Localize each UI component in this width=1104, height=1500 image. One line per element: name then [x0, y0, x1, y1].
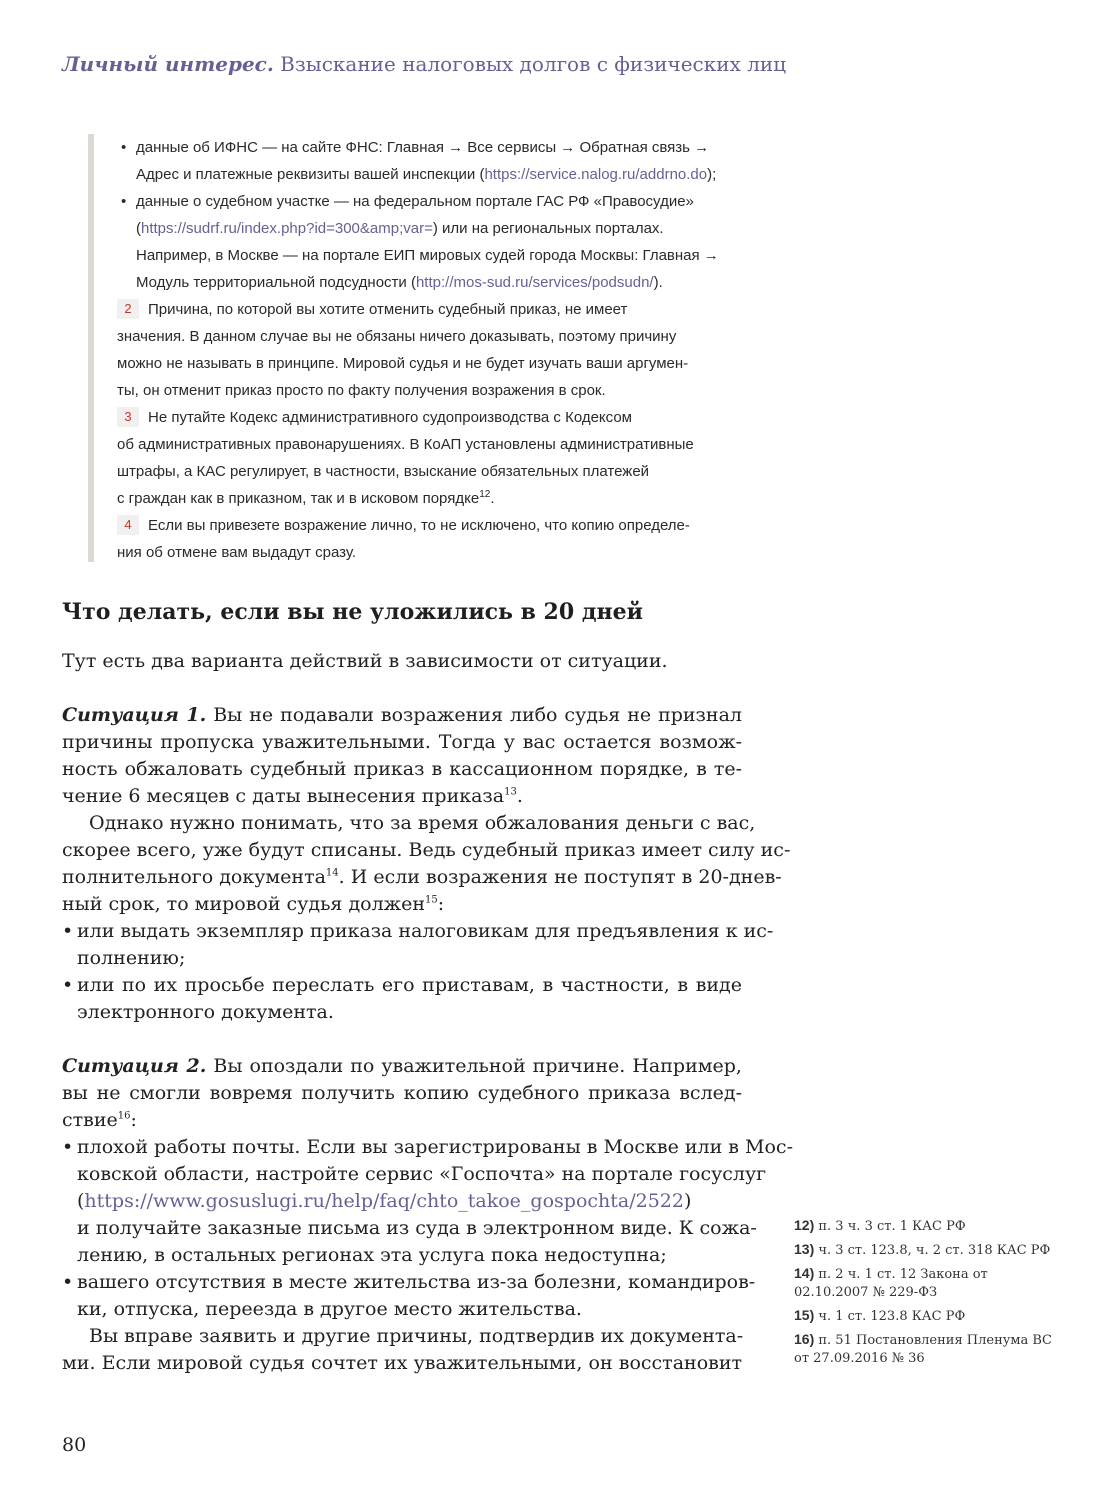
body-text: Вы не подавали возражения либо судья не признал — [206, 704, 742, 726]
body-text: или по их просьбе переслать его приставам, в частности, в виде — [77, 974, 742, 996]
link-nalog[interactable]: https://service.nalog.ru/addrno.do — [484, 166, 708, 183]
body-text: ) — [683, 1190, 692, 1212]
section-title: Что делать, если вы не уложились в 20 дней — [62, 599, 643, 625]
body-text: ствие — [62, 1109, 118, 1131]
note-bullet-ifns — [117, 134, 753, 161]
footnote-ref-13[interactable]: 13 — [504, 786, 517, 798]
intro-paragraph: Тут есть два варианта действий в зависимости от ситуации. — [62, 650, 668, 672]
note-line: Например, в Москве — на портале ЕИП мировых судей города Москвы: Главная → — [136, 247, 719, 264]
footnote-number: 15) — [794, 1307, 815, 1323]
note-line: можно не называть в принципе. Мировой судья и не будет изучать ваши аргумен- — [117, 355, 689, 372]
footnote-ref-16[interactable]: 16 — [117, 1110, 131, 1122]
bullet-dot-icon: • — [62, 974, 74, 996]
body-line: и получайте заказные письма из суда в электронном виде. К сожа- — [77, 1217, 757, 1239]
note-text: данные об ИФНС — на сайте ФНС: Главная → Все сервисы → Обратная связь → — [136, 139, 710, 156]
body-line — [62, 864, 782, 891]
link-gosuslugi[interactable]: https://www.gosuslugi.ru/help/faq/chto_takoe_gospochta/2522 — [84, 1190, 684, 1212]
body-text: чение 6 месяцев с даты вынесения приказа — [62, 785, 505, 807]
body-text: ( — [77, 1190, 85, 1212]
body-text: . И если возражения не поступят в 20-днев- — [338, 866, 782, 888]
body-line: электронного документа. — [77, 1001, 334, 1023]
body-text: : — [130, 1109, 137, 1131]
footnote-text: п. 3 ч. 3 ст. 1 КАС РФ — [818, 1219, 966, 1234]
link-mos-sud[interactable]: http://mos-sud.ru/services/podsudn/ — [415, 274, 654, 291]
note-text: Причина, по которой вы хотите отменить судебный приказ, не имеет — [148, 301, 628, 318]
note-text: . — [490, 490, 495, 507]
footnote-ref-15[interactable]: 15 — [425, 894, 438, 906]
body-line: лению, в остальных регионах эта услуга пока недоступна; — [77, 1244, 667, 1266]
footnote-15 — [794, 1306, 1054, 1326]
list-item — [62, 1269, 756, 1296]
body-text: . — [516, 785, 523, 807]
list-item — [62, 1134, 793, 1161]
note-line: ния об отмене вам выдадут сразу. — [117, 544, 357, 561]
notes-sidebar — [88, 134, 754, 562]
note-number-badge: 3 — [117, 407, 139, 427]
body-text: или выдать экземпляр приказа налоговикам для предъявления к ис- — [77, 920, 774, 942]
body-line: ность обжаловать судебный приказ в кассационном порядке, в те- — [62, 758, 742, 780]
note-line — [117, 269, 753, 296]
note-text: Если вы привезете возражение лично, то не исключено, что копию определе- — [148, 517, 690, 534]
footnote-text: п. 51 Постановления Пленума ВС от 27.09.2016 № 36 — [794, 1333, 1052, 1366]
note-4 — [117, 512, 753, 539]
footnote-text: п. 2 ч. 1 ст. 12 Закона от 02.10.2007 № 229-ФЗ — [794, 1267, 988, 1300]
footnote-number: 16) — [794, 1331, 815, 1347]
bullet-dot-icon: • — [121, 193, 127, 210]
body-text: : — [437, 893, 445, 915]
footnote-ref-12[interactable]: 12 — [479, 489, 491, 500]
body-line: скорее всего, уже будут списаны. Ведь судебный приказ имеет силу ис- — [62, 839, 791, 861]
footnote-ref-14[interactable]: 14 — [325, 867, 339, 879]
running-head — [62, 52, 822, 76]
note-text: ) или на региональных порталах. — [432, 220, 664, 237]
running-head-bold: Личный интерес. — [62, 52, 274, 76]
body-text: вашего отсутствия в месте жительства из-за болезни, командиров- — [77, 1271, 756, 1293]
body-line — [62, 783, 742, 810]
body-line — [62, 1188, 742, 1215]
note-text: данные о судебном участке — на федеральном портале ГАС РФ «Правосудие» — [136, 193, 694, 210]
note-text: с граждан как в приказном, так и в исковом порядке — [117, 490, 480, 507]
link-sudrf[interactable]: https://sudrf.ru/index.php?id=300&amp;var= — [141, 220, 433, 237]
body-line — [62, 891, 742, 918]
page-number: 80 — [62, 1434, 87, 1456]
situation-1-line — [62, 702, 742, 729]
situation-2-line — [62, 1053, 742, 1080]
main-text — [62, 648, 793, 1377]
body-line: вы не смогли вовремя получить копию судебного приказа вслед- — [62, 1082, 742, 1104]
note-line — [117, 485, 753, 512]
body-line: ми. Если мировой судья сочтет их уважительными, он восстановит — [62, 1352, 742, 1374]
situation-2-label: Ситуация 2. — [62, 1055, 207, 1077]
body-text: Вы опоздали по уважительной причине. Например, — [206, 1055, 742, 1077]
body-line: Однако нужно понимать, что за время обжалования деньги с вас, — [89, 812, 756, 834]
note-text: Модуль территориальной подсудности ( — [136, 274, 416, 291]
body-line — [62, 1107, 742, 1134]
footnote-13 — [794, 1240, 1054, 1260]
note-text: ). — [653, 274, 663, 291]
footnote-text: ч. 1 ст. 123.8 КАС РФ — [818, 1309, 966, 1324]
note-bullet-court — [117, 188, 753, 215]
body-line: Вы вправе заявить и другие причины, подтвердив их документа- — [89, 1325, 744, 1347]
body-text: ный срок, то мировой судья должен — [62, 893, 426, 915]
note-text: Не путайте Кодекс административного судопроизводства с Кодексом — [148, 409, 632, 426]
note-text: ( — [136, 220, 141, 237]
note-text: Адрес и платежные реквизиты вашей инспекции ( — [136, 166, 485, 183]
note-line: об административных правонарушениях. В КоАП установлены административные — [117, 436, 694, 453]
body-text: плохой работы почты. Если вы зарегистрированы в Москве или в Мос- — [77, 1136, 793, 1158]
body-line: причины пропуска уважительными. Тогда у вас остается возмож- — [62, 731, 742, 753]
situation-1-label: Ситуация 1. — [62, 704, 207, 726]
bullet-dot-icon: • — [121, 139, 127, 156]
list-item — [62, 972, 742, 999]
note-line — [117, 215, 753, 242]
footnote-12 — [794, 1216, 1054, 1236]
list-item — [62, 918, 774, 945]
note-text: ); — [707, 166, 717, 183]
footnote-number: 14) — [794, 1265, 815, 1281]
footnote-14 — [794, 1264, 1054, 1302]
note-line — [117, 161, 753, 188]
note-number-badge: 4 — [117, 515, 139, 535]
note-2 — [117, 296, 753, 323]
note-3 — [117, 404, 753, 431]
footnote-number: 12) — [794, 1217, 815, 1233]
bullet-dot-icon: • — [62, 920, 74, 942]
body-line: ковской области, настройте сервис «Госпочта» на портале госуслуг — [77, 1163, 767, 1185]
body-text: полнительного документа — [62, 866, 326, 888]
body-line: полнению; — [77, 947, 186, 969]
note-line: штрафы, а КАС регулирует, в частности, взыскание обязательных платежей — [117, 463, 650, 480]
footnote-text: ч. 3 ст. 123.8, ч. 2 ст. 318 КАС РФ — [818, 1243, 1051, 1258]
footnotes — [794, 1216, 1054, 1372]
footnote-number: 13) — [794, 1241, 815, 1257]
body-line: ки, отпуска, переезда в другое место жительства. — [77, 1298, 582, 1320]
note-line: значения. В данном случае вы не обязаны ничего доказывать, поэтому причину — [117, 328, 677, 345]
running-head-title: Взыскание налоговых долгов с физических лиц — [273, 52, 787, 76]
note-line: ты, он отменит приказ просто по факту получения возражения в срок. — [117, 382, 606, 399]
footnote-16 — [794, 1330, 1054, 1368]
note-number-badge: 2 — [117, 299, 139, 319]
bullet-dot-icon: • — [62, 1136, 74, 1158]
bullet-dot-icon: • — [62, 1271, 74, 1293]
